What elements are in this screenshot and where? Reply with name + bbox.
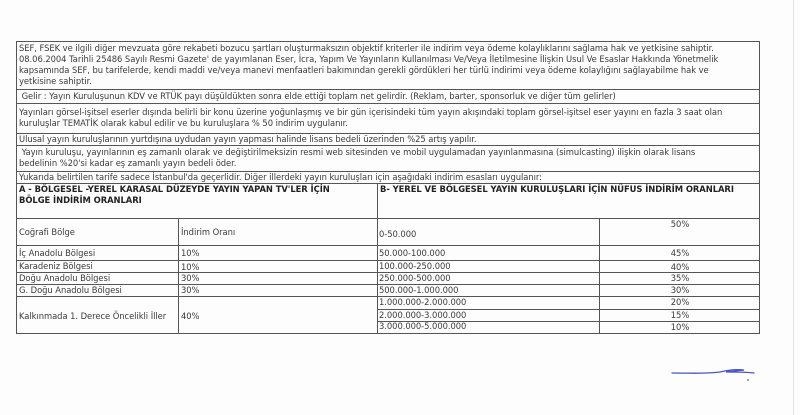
population-cell: 3.000.000-5.000.000 <box>379 321 467 331</box>
population-cell: 50.000-100.000 <box>379 248 446 258</box>
population-cell: 2.000.000-3.000.000 <box>379 310 467 320</box>
paragraph-line: SEF, FSEK ve ilgili diğer mevzuata göre rekabeti bozucu şartları oluşturmaksızın objektif kriterler ile indirim veya ödeme kolaylıklarını sağlama hak ve yetkisine sahiptir. <box>19 43 714 53</box>
ulusal-note: Ulusal yayın kuruluşlarının yurtdışına uydudan yayın yapması halinde lisans bedeli üzerinden %25 artış yapılır. <box>19 134 477 144</box>
population-cell: 100.000-250.000 <box>379 261 451 271</box>
population-rate-cell: 50% <box>670 219 690 229</box>
page-edge <box>793 0 794 415</box>
population-rate-cell: 30% <box>670 285 690 295</box>
table-a-title: BÖLGE İNDİRİM ORANLARI <box>19 195 142 205</box>
gelir-definition: Gelir : Yayın Kuruluşunun KDV ve RTÜK payı düşüldükten sonra elde ettiği toplam net gelirdir. (Reklam, barter, sponsorluk ve diğer tüm gelirler) <box>19 91 616 101</box>
column-divider <box>377 183 378 333</box>
tematik-line: kuruluşlar TEMATİK olarak kabul edilir ve bu kuruluşlara % 50 indirim uygulanır. <box>19 118 348 128</box>
population-rate-cell: 20% <box>670 297 690 307</box>
population-rate-cell: 10% <box>670 322 690 332</box>
paragraph-line: kapsamında SEF, bu tarifelerde, kendi maddi ve/veya manevi menfaatleri bakımından gerekli gördükleri her türlü indirimi veya ödeme kolaylığını sağlayabilme hak ve <box>19 65 709 75</box>
population-rate-cell: 45% <box>670 248 690 258</box>
column-divider <box>178 218 179 333</box>
table-a-title: A - BÖLGESEL -YEREL KARASAL DÜZEYDE YAYIN YAPAN TV'LER İÇİN <box>19 184 330 194</box>
simulcasting-line: bedelinin %20'si kadar eş zamanlı yayın bedeli öder. <box>19 158 237 168</box>
region-cell: Kalkınmada 1. Derece Öncelikli İller <box>19 311 167 321</box>
table-b-title: B- YEREL VE BÖLGESEL YAYIN KURULUŞLARI İÇİN NÜFUS İNDİRİM ORANLARI <box>380 184 734 194</box>
population-cell: 500.000-1.000.000 <box>379 285 459 295</box>
signature-mark <box>670 362 760 382</box>
rule <box>16 103 760 104</box>
population-rate-cell: 15% <box>670 310 690 320</box>
rule <box>16 89 760 90</box>
region-cell: İç Anadolu Bölgesi <box>19 248 96 258</box>
population-cell: 0-50.000 <box>379 229 417 239</box>
header-rate: İndirim Oranı <box>181 227 236 237</box>
rate-cell: 10% <box>181 248 200 258</box>
istanbul-note: Yukarıda belirtilen tarife sadece İstanbul'da geçerlidir. Diğer illerdeki yayın kuruluşları için aşağıdaki indirim esasları uygulanır: <box>19 172 542 182</box>
rule <box>16 145 760 146</box>
population-cell: 1.000.000-2.000.000 <box>379 297 467 307</box>
rate-cell: 10% <box>181 262 200 272</box>
rule <box>16 41 760 42</box>
rate-cell: 40% <box>181 311 200 321</box>
population-rate-cell: 40% <box>670 262 690 272</box>
region-cell: Karadeniz Bölgesi <box>19 261 93 271</box>
rule <box>16 245 760 246</box>
region-cell: Doğu Anadolu Bölgesi <box>19 273 111 283</box>
header-region: Coğrafi Bölge <box>19 227 75 237</box>
rate-cell: 30% <box>181 285 200 295</box>
rate-cell: 30% <box>181 273 200 283</box>
paragraph-line: yetkisine sahiptir. <box>19 76 92 86</box>
rule <box>16 333 760 334</box>
tematik-line: Yayınları görsel-işitsel eserler dışında belirli bir konu üzerine yoğunlaşmış ve bir gün içerisindeki tüm yayın akışındaki toplam görsel-işitsel eser yayını en fazla 3 saat olan <box>19 107 723 117</box>
paragraph-line: 08.06.2004 Tarihli 25486 Sayılı Resmi Gazete' de yayımlanan Eser, İcra, Yapım Ve Yayınların Kullanılması Ve/Veya İletilmesine İlişkin Usul Ve Esaslar Hakkında Yönetmelik <box>19 54 719 64</box>
simulcasting-line: Yayın kuruluşu, yayınlarının eş zamanlı olarak ve değiştirilmeksizin resmi web sitesinden ve mobil uygulamadan yayınlanmasına (simulcasting) ilişkin olarak lisans <box>19 147 696 157</box>
population-rate-cell: 35% <box>670 273 690 283</box>
region-cell: G. Doğu Anadolu Bölgesi <box>19 285 122 295</box>
population-cell: 250.000-500.000 <box>379 273 451 283</box>
